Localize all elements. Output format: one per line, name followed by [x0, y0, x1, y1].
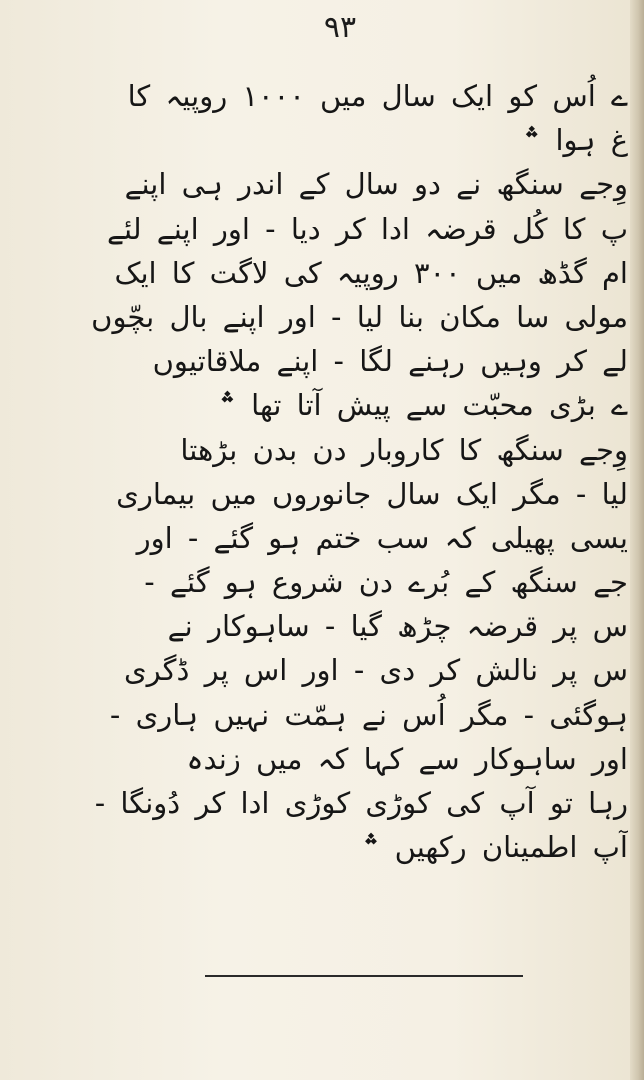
- text-line: غ ہوا ؞: [523, 123, 628, 158]
- page-edge: [630, 0, 644, 1080]
- text-line: رہا تو آپ کی کوڑی کوڑی ادا کر دُونگا -: [94, 786, 628, 820]
- text-line: لیا - مگر ایک سال جانوروں میں بیماری: [116, 476, 628, 511]
- text-line: مولی سا مکان بنا لیا - اور اپنے بال بچّوں: [91, 299, 628, 334]
- body-text: [18, 74, 628, 869]
- text-line: یسی پھیلی کہ سب ختم ہو گئے - اور: [136, 520, 628, 555]
- text-line: اور ساہوکار سے کہا کہ میں زندہ: [186, 741, 628, 776]
- text-line: جے سنگھ کے بُرے دن شروع ہو گئے -: [144, 565, 628, 600]
- text-line: وِجے سنگھ نے دو سال کے اندر ہی اپنے: [124, 167, 628, 202]
- text-line: س پر قرضہ چڑھ گیا - ساہوکار نے: [167, 609, 628, 644]
- text-line: وِجے سنگھ کا کاروبار دن بدن بڑھتا: [180, 432, 628, 467]
- text-line: ہوگئی - مگر اُس نے ہمّت نہیں ہاری -: [109, 697, 628, 732]
- section-divider: [205, 975, 523, 977]
- text-line: ے اُس کو ایک سال میں ۱۰۰۰ روپیہ کا: [127, 79, 628, 113]
- text-line: پ کا کُل قرضہ ادا کر دیا - اور اپنے لئے: [106, 211, 628, 246]
- text-line: آپ اطمینان رکھیں ؞: [362, 830, 628, 865]
- text-line: لے کر وہیں رہنے لگا - اپنے ملاقاتیوں: [152, 344, 628, 379]
- text-line: ے بڑی محبّت سے پیش آتا تھا ؞: [218, 388, 628, 423]
- text-line: س پر نالش کر دی - اور اس پر ڈگری: [123, 653, 628, 688]
- page-number: ۹۳: [323, 10, 357, 45]
- text-line: ام گڈھ میں ۳۰۰ روپیہ کی لاگت کا ایک: [114, 255, 628, 290]
